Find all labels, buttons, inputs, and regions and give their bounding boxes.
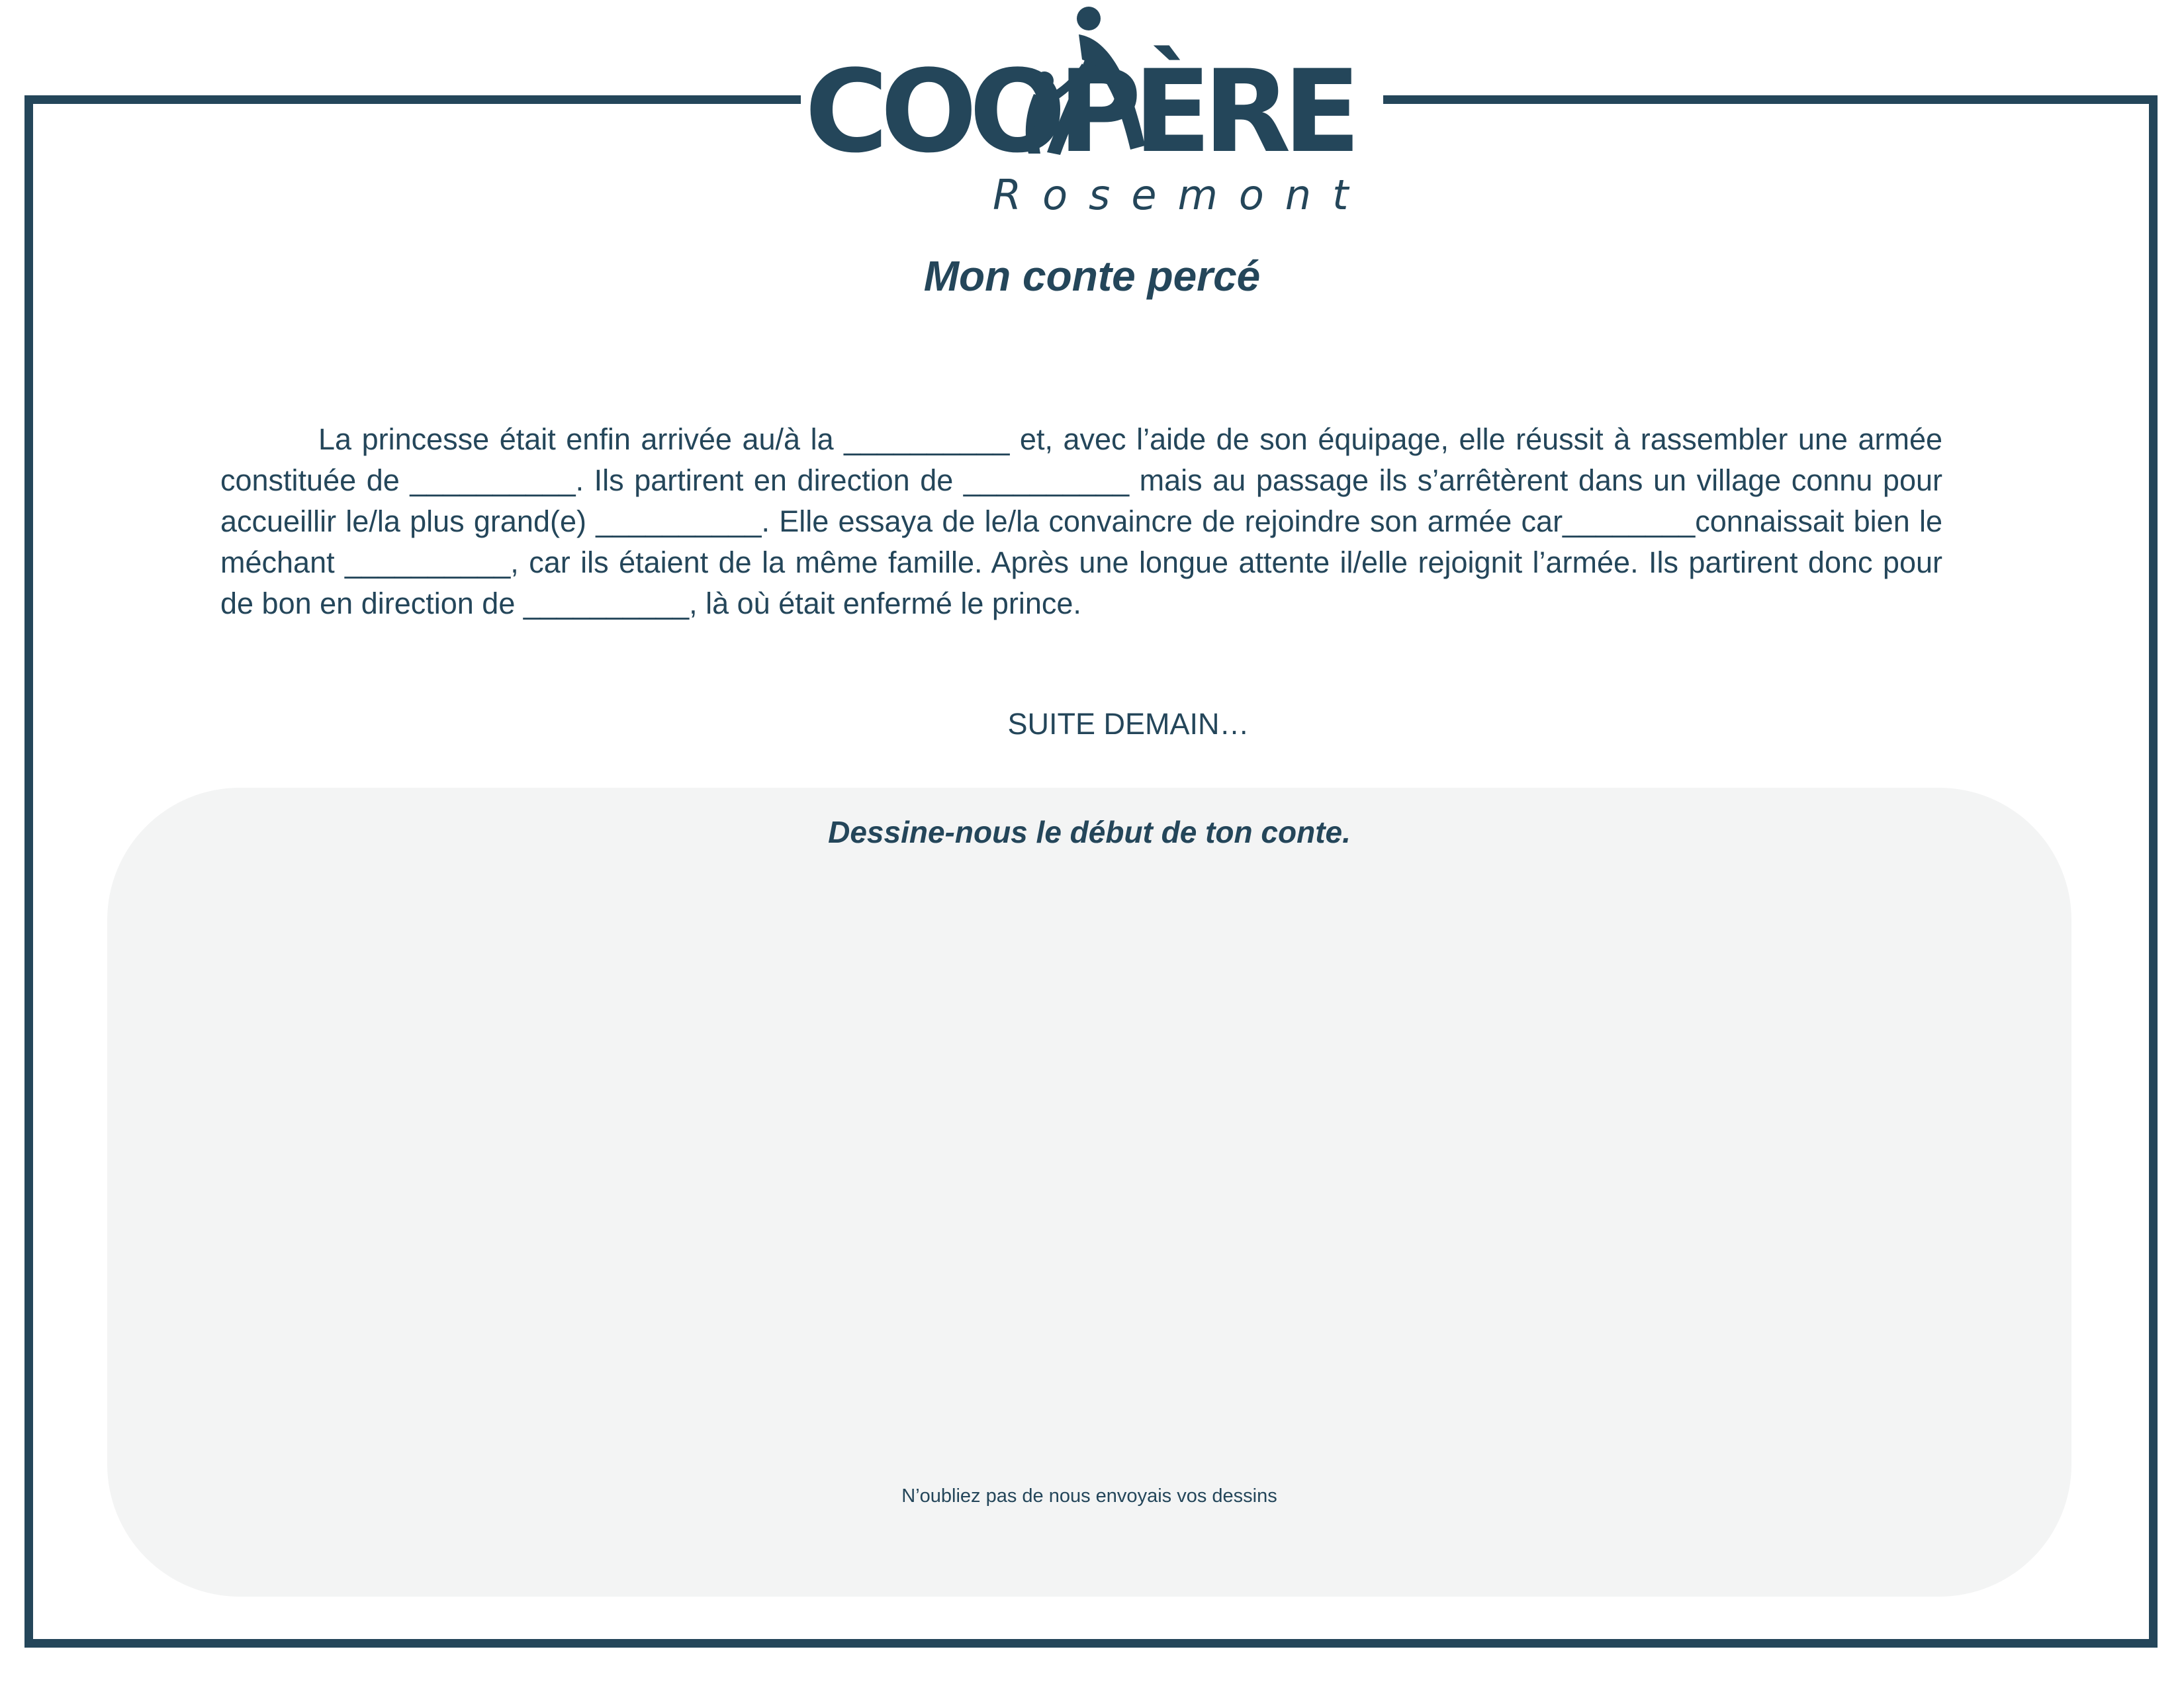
continuation-note: SUITE DEMAIN… — [1007, 707, 1250, 741]
send-drawings-reminder: N’oubliez pas de nous envoyais vos dessins — [901, 1485, 1277, 1507]
page-title: Mon conte percé — [923, 252, 1261, 300]
logo-graphic — [801, 0, 1383, 218]
logo-location-text: Rosemont — [993, 171, 1370, 218]
logo-name-text: COOPÈRE — [805, 45, 1353, 178]
drawing-area[interactable] — [107, 788, 2071, 1597]
cooopere-logo — [801, 0, 1383, 218]
parent-head-icon — [1077, 7, 1101, 30]
drawing-prompt: Dessine-nous le début de ton conte. — [828, 815, 1351, 849]
story-paragraph: La princesse était enfin arrivée au/à la __________ et, avec l’aide de son équipage, elle réussit à rassembler une armée constituée de __________. Ils partirent en direction de __________ mais au passage ils s’arrêtèrent dans un village connu pour accueillir le/la plus grand(e) __________. Elle essaya de le/la convaincre de rejoindre son armée car________connaissait bien le méchant __________, car ils étaient de la même famille. Après une longue attente il/elle rejoignit l’armée. Ils partirent donc pour de bon en direction de __________, là où était enfermé le prince. — [220, 422, 1942, 620]
